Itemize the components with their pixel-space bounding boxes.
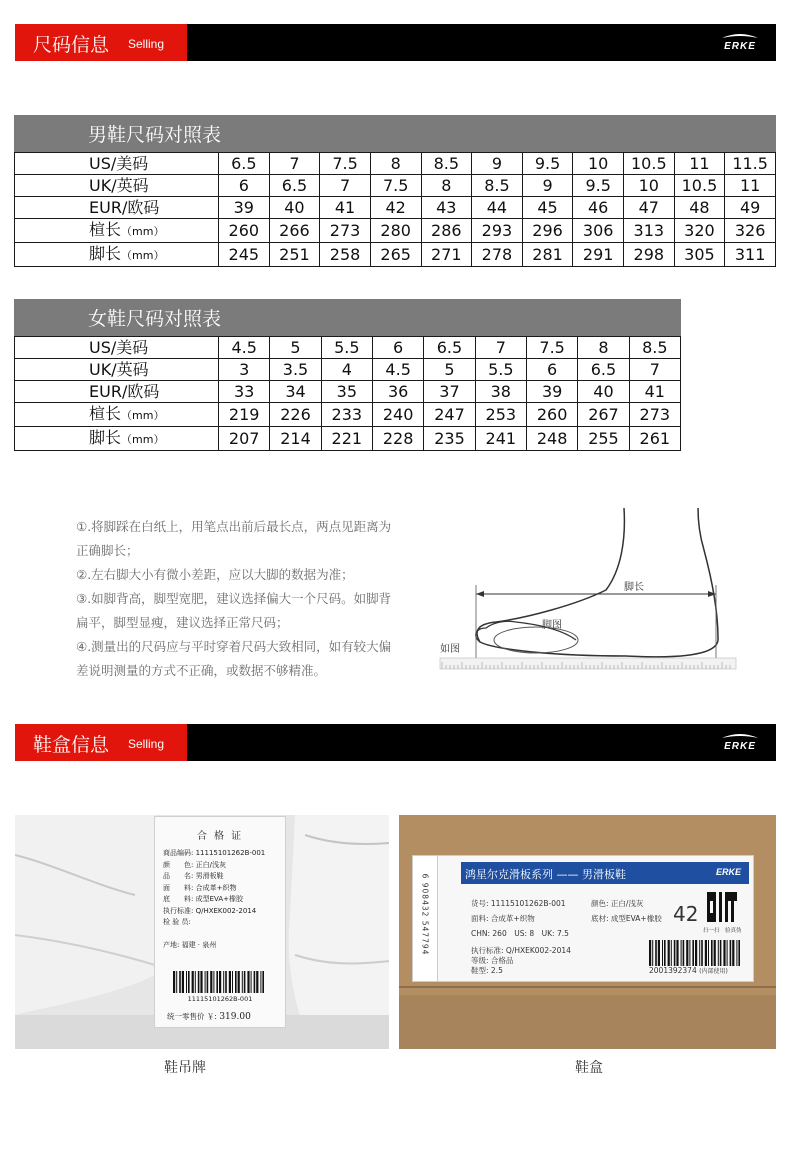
size-cell: 214 <box>270 427 321 451</box>
size-cell: 9 <box>522 175 573 197</box>
size-cell: 241 <box>475 427 526 451</box>
foot-print <box>494 627 578 653</box>
size-cell: 45 <box>522 197 573 219</box>
size-cell: 41 <box>320 197 371 219</box>
size-cell: 6.5 <box>269 175 320 197</box>
size-cell: 247 <box>424 403 475 427</box>
size-cell: 4.5 <box>219 337 270 359</box>
size-cell: 293 <box>472 219 523 243</box>
foot-outline <box>477 508 718 657</box>
hang-tag-row: 面 料: 合成革+织物 <box>163 883 237 892</box>
box-label-line: 面料: 合成革+织物 <box>471 914 535 923</box>
size-cell: 260 <box>526 403 577 427</box>
box-logo: ERKE <box>715 867 741 877</box>
size-row <box>15 175 776 197</box>
size-row <box>15 337 681 359</box>
size-cell: 248 <box>526 427 577 451</box>
size-cell: 221 <box>321 427 372 451</box>
size-cell: 5.5 <box>475 359 526 381</box>
size-cell: 41 <box>629 381 680 403</box>
size-cell: 11.5 <box>725 153 776 175</box>
women-size-grid <box>14 336 681 451</box>
men-size-table <box>14 115 776 267</box>
tip-line: ②.左右脚大小有微小差距，应以大脚的数据为准； <box>76 567 354 582</box>
erke-logo: ERKE <box>716 32 764 54</box>
size-cell: 49 <box>725 197 776 219</box>
tip-line: ③.如脚背高，脚型宽肥，建议选择偏大一个尺码。如脚背 <box>76 591 392 606</box>
size-cell: 228 <box>372 427 423 451</box>
box-label-banner <box>461 862 749 884</box>
size-cell: 39 <box>219 197 270 219</box>
size-cell: 260 <box>219 219 270 243</box>
size-row-label: US/美码 <box>15 337 219 359</box>
size-cell: 5 <box>270 337 321 359</box>
size-row <box>15 359 681 381</box>
example-label: 如图 <box>440 644 460 655</box>
size-cell: 6 <box>526 359 577 381</box>
ruler <box>440 658 736 669</box>
box-info-subtitle: Selling <box>128 737 165 751</box>
size-row <box>15 153 776 175</box>
box-info-header <box>15 724 776 761</box>
box-label-line: 底材: 成型EVA+橡胶 <box>591 914 662 923</box>
size-cell: 7 <box>475 337 526 359</box>
box-label <box>412 855 754 982</box>
size-cell: 44 <box>472 197 523 219</box>
tip-line: 正确脚长； <box>76 543 139 558</box>
men-size-grid <box>14 152 776 267</box>
size-cell: 10.5 <box>624 153 675 175</box>
size-row-label: 脚长（mm） <box>15 243 219 267</box>
size-cell: 271 <box>421 243 472 267</box>
size-cell: 34 <box>270 381 321 403</box>
hang-tag-row: 执行标准: Q/HXEK002-2014 <box>163 906 257 915</box>
size-cell: 33 <box>219 381 270 403</box>
size-cell: 313 <box>624 219 675 243</box>
size-cell: 240 <box>372 403 423 427</box>
size-cell: 11 <box>725 175 776 197</box>
size-cell: 8 <box>421 175 472 197</box>
hang-tag-title: 合 格 证 <box>196 831 244 842</box>
size-cell: 258 <box>320 243 371 267</box>
box-barcode-number: 2001392374 (内部使用) <box>649 966 728 975</box>
size-cell: 5.5 <box>321 337 372 359</box>
hang-tag-price: 统一零售价 ￥: 319.00 <box>167 1012 251 1022</box>
size-cell: 47 <box>624 197 675 219</box>
hang-tag-row: 底 料: 成型EVA+橡胶 <box>163 895 244 903</box>
size-cell: 280 <box>370 219 421 243</box>
size-cell: 286 <box>421 219 472 243</box>
size-cell: 291 <box>573 243 624 267</box>
size-cell: 9 <box>472 153 523 175</box>
size-cell: 306 <box>573 219 624 243</box>
size-cell: 265 <box>370 243 421 267</box>
size-cell: 10.5 <box>674 175 725 197</box>
hang-tag-row: 产地: 福建 · 泉州 <box>163 941 217 949</box>
size-cell: 219 <box>219 403 270 427</box>
shoe-box-caption: 鞋盒 <box>575 1060 603 1076</box>
size-cell: 207 <box>219 427 270 451</box>
women-table-title: 女鞋尺码对照表 <box>14 299 681 336</box>
size-cell: 255 <box>578 427 629 451</box>
size-cell: 38 <box>475 381 526 403</box>
size-row <box>15 219 776 243</box>
erke-logo-icon <box>722 732 758 739</box>
size-cell: 296 <box>522 219 573 243</box>
size-cell: 8.5 <box>629 337 680 359</box>
size-cell: 6.5 <box>219 153 270 175</box>
size-cell: 36 <box>372 381 423 403</box>
size-cell: 273 <box>629 403 680 427</box>
size-cell: 311 <box>725 243 776 267</box>
size-cell: 35 <box>321 381 372 403</box>
box-size: 42 <box>673 902 699 926</box>
size-cell: 7.5 <box>320 153 371 175</box>
size-cell: 233 <box>321 403 372 427</box>
size-cell: 267 <box>578 403 629 427</box>
size-row-label: 楦长（mm） <box>15 403 219 427</box>
size-cell: 8 <box>370 153 421 175</box>
size-row <box>15 403 681 427</box>
size-cell: 261 <box>629 427 680 451</box>
box-label-line: 执行标准: Q/HXEK002-2014 <box>471 946 571 955</box>
size-cell: 4.5 <box>372 359 423 381</box>
size-cell: 40 <box>578 381 629 403</box>
hang-tag-caption: 鞋吊牌 <box>164 1060 206 1076</box>
foot-measure-diagram <box>436 500 740 680</box>
hang-tag <box>154 816 286 1028</box>
size-cell: 7 <box>269 153 320 175</box>
size-cell: 226 <box>270 403 321 427</box>
box-label-line: 货号: 11115101262B-001 <box>471 899 566 908</box>
size-cell: 40 <box>269 197 320 219</box>
size-cell: 5 <box>424 359 475 381</box>
hang-tag-row: 颜 色: 正白/浅灰 <box>163 860 226 869</box>
size-cell: 37 <box>424 381 475 403</box>
size-cell: 6 <box>219 175 270 197</box>
size-cell: 273 <box>320 219 371 243</box>
size-cell: 4 <box>321 359 372 381</box>
size-cell: 6.5 <box>578 359 629 381</box>
size-info-title: 尺码信息 <box>33 34 110 56</box>
size-cell: 305 <box>674 243 725 267</box>
size-cell: 7.5 <box>526 337 577 359</box>
hang-tag-row: 商品编码: 11115101262B-001 <box>163 849 266 857</box>
size-cell: 245 <box>219 243 270 267</box>
erke-logo-icon <box>722 32 758 39</box>
erke-logo: ERKE <box>716 732 764 754</box>
size-cell: 298 <box>624 243 675 267</box>
box-info-title: 鞋盒信息 <box>33 734 110 756</box>
tip-line: ④.测量出的尺码应与平时穿着尺码大致相同，如有较大偏 <box>76 639 392 654</box>
box-label-line: 颜色: 正白/浅灰 <box>591 899 644 908</box>
size-row-label: UK/英码 <box>15 359 219 381</box>
size-cell: 278 <box>472 243 523 267</box>
tip-line: ①.将脚踩在白纸上，用笔点出前后最长点，两点见距离为 <box>76 519 392 534</box>
size-cell: 3 <box>219 359 270 381</box>
size-cell: 320 <box>674 219 725 243</box>
size-row <box>15 381 681 403</box>
size-cell: 281 <box>522 243 573 267</box>
size-info-subtitle: Selling <box>128 37 165 51</box>
size-cell: 8.5 <box>472 175 523 197</box>
size-row-label: US/美码 <box>15 153 219 175</box>
box-barcode <box>647 940 743 966</box>
size-cell: 10 <box>624 175 675 197</box>
size-cell: 9.5 <box>522 153 573 175</box>
men-table-title: 男鞋尺码对照表 <box>14 115 776 152</box>
size-row-label: 楦长（mm） <box>15 219 219 243</box>
size-row <box>15 427 681 451</box>
size-row <box>15 197 776 219</box>
size-cell: 48 <box>674 197 725 219</box>
size-cell: 7 <box>320 175 371 197</box>
hang-tag-row: 品 名: 男滑板鞋 <box>163 872 224 880</box>
size-cell: 266 <box>269 219 320 243</box>
size-cell: 42 <box>370 197 421 219</box>
size-row <box>15 243 776 267</box>
qr-code-icon <box>705 890 739 924</box>
box-label-line: CHN: 260 US: 8 UK: 7.5 <box>471 929 569 938</box>
size-cell: 9.5 <box>573 175 624 197</box>
size-cell: 235 <box>424 427 475 451</box>
women-size-table <box>14 299 681 451</box>
box-side-barcode: 6 908432 547794 <box>413 856 438 981</box>
size-cell: 8.5 <box>421 153 472 175</box>
qr-note: 扫一扫 验真伪 <box>703 928 742 934</box>
size-cell: 3.5 <box>270 359 321 381</box>
box-label-line: 鞋型: 2.5 <box>471 966 503 975</box>
tip-line: 差说明测量的方式不正确，或数据不够精准。 <box>76 663 327 678</box>
size-cell: 8 <box>578 337 629 359</box>
size-cell: 11 <box>674 153 725 175</box>
hang-tag-barcode-number: 11115101262B-001 <box>187 995 253 1003</box>
size-info-header <box>15 24 776 61</box>
outline-label: 脚图 <box>542 620 562 631</box>
size-cell: 43 <box>421 197 472 219</box>
size-cell: 6.5 <box>424 337 475 359</box>
length-label: 脚长 <box>624 582 644 593</box>
hang-tag-row <box>163 929 285 941</box>
size-cell: 39 <box>526 381 577 403</box>
box-label-line: 等级: 合格品 <box>471 956 514 965</box>
size-cell: 326 <box>725 219 776 243</box>
measure-tips <box>76 515 426 683</box>
size-cell: 46 <box>573 197 624 219</box>
size-row-label: EUR/欧码 <box>15 381 219 403</box>
box-series: 鸿星尔克滑板系列 —— 男滑板鞋 <box>465 868 626 881</box>
size-row-label: EUR/欧码 <box>15 197 219 219</box>
hang-tag-barcode <box>171 971 267 993</box>
size-cell: 251 <box>269 243 320 267</box>
size-row-label: 脚长（mm） <box>15 427 219 451</box>
size-cell: 7 <box>629 359 680 381</box>
tip-line: 扁平，脚型显瘦，建议选择正常尺码； <box>76 615 289 630</box>
size-cell: 7.5 <box>370 175 421 197</box>
hang-tag-row: 检 验 员: <box>163 918 191 926</box>
size-cell: 6 <box>372 337 423 359</box>
size-cell: 10 <box>573 153 624 175</box>
size-cell: 253 <box>475 403 526 427</box>
size-row-label: UK/英码 <box>15 175 219 197</box>
